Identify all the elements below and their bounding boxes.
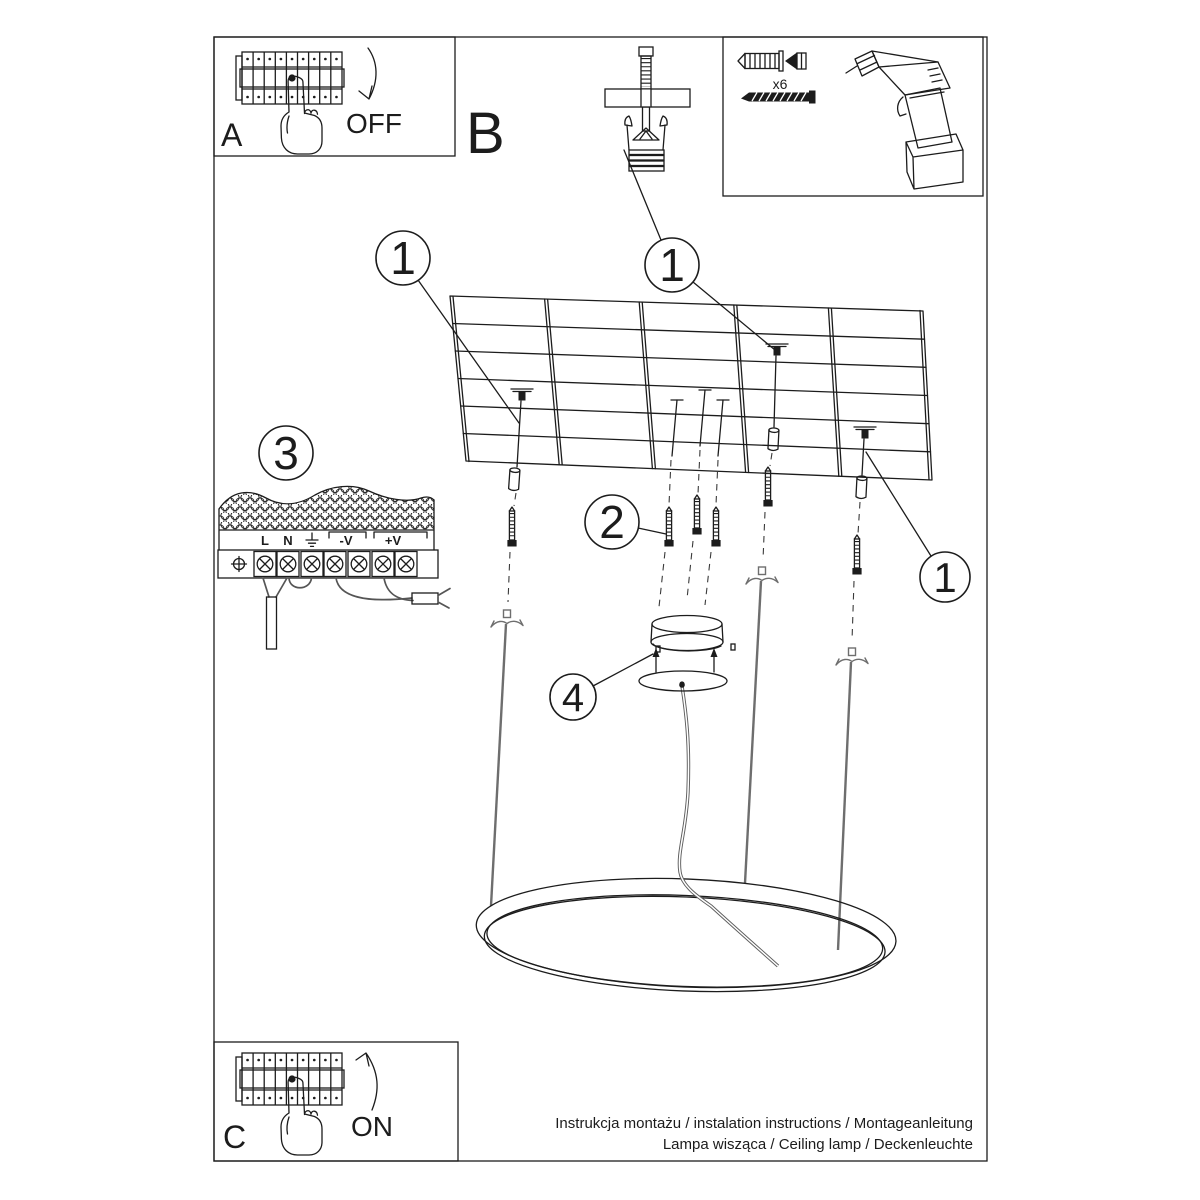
screw-icon [692,495,701,535]
terminal-n-label: N [283,533,293,548]
breaker-panel-icon [236,52,344,104]
callout-number: 4 [561,676,585,720]
outer-frame [214,37,987,1161]
terminal-minus-v-label: -V [339,533,353,548]
wall-plug-icon [856,476,867,499]
earth-ground-icon [306,533,318,546]
long-screw-icon [741,91,816,104]
screw-icon [664,507,673,547]
screw-icon [852,535,861,575]
connector-plug [412,593,438,604]
callout-number: 1 [659,239,685,291]
on-label: ON [351,1111,393,1142]
callout-4 [550,654,653,720]
callout-1b [645,238,775,350]
screw-icon [711,507,720,547]
wall-plug-icon [768,428,779,451]
drill-icon [846,51,963,189]
panel-a [214,37,455,156]
step-a-label: A [221,117,243,153]
callout-1a [376,231,519,423]
wiring-wires [263,578,450,649]
off-label: OFF [346,108,402,139]
callout-number: 2 [599,496,625,548]
canopy [639,616,735,692]
footer-line2: Lampa wisząca / Ceiling lamp / Deckenleuchte [662,1136,973,1153]
terminal-plus-v-label: +V [384,533,402,548]
wall-plug-with-screw-icon [738,51,806,71]
screw-quantity-label: x6 [772,76,788,92]
anchor-icon [511,389,533,401]
ceiling-grid [450,296,932,480]
terminal-strip [218,550,438,578]
breaker-panel-icon [236,1053,344,1105]
suspension-wires [491,567,868,950]
callout-2 [585,495,666,549]
step-b-label: B [466,101,505,166]
ring-lamp [474,871,898,1000]
panel-c [214,1042,458,1161]
callout-number: 3 [273,427,299,479]
footer-line1: Instrukcja montażu / instalation instructions / Montageanleitung [555,1115,973,1132]
down-arrow-icon [359,48,376,99]
footer [555,1115,973,1153]
callout-number: 1 [390,232,416,284]
callout-1c [866,452,970,602]
anchor-cross-section [605,47,690,171]
step-c-label: C [223,1119,247,1155]
up-curved-arrow-icon [356,1053,377,1110]
parts-box [723,37,983,196]
leader-line [624,150,661,240]
terminal-l-label: L [261,533,269,548]
terminal-labels [261,532,427,548]
anchor-icon [854,427,876,439]
power-cable [679,682,778,966]
mains-cable [267,597,277,649]
section-b [466,47,690,240]
pointing-hand-icon [281,76,322,154]
wall-plug-icon [509,468,521,491]
callout-number: 1 [933,554,957,601]
wiring-diagram [218,426,450,649]
pointing-hand-icon [281,1077,322,1155]
screw-icon [507,507,516,547]
